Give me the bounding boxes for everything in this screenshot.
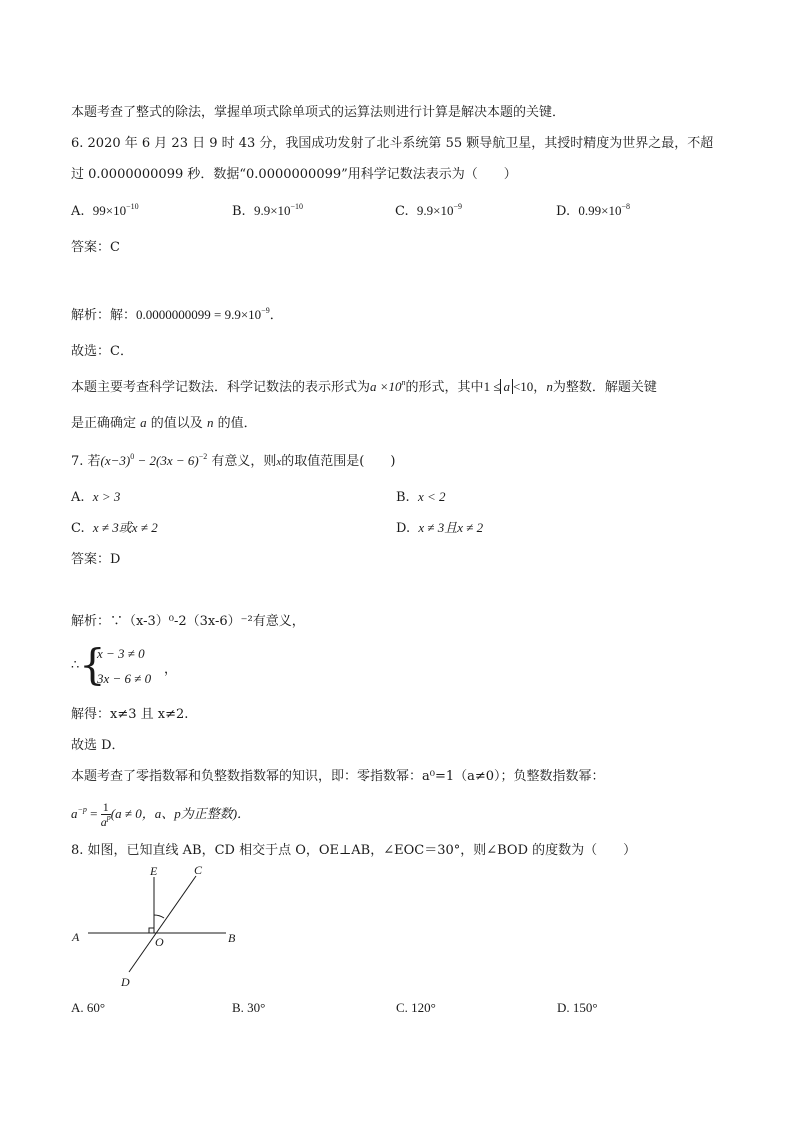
q6-option-c: C. $9.9\times 10^{-9}$ [395, 201, 462, 219]
q7-answer: 答案：D [71, 552, 121, 567]
q7-option-a: A. x > 3 [71, 489, 121, 505]
label-o: O [155, 935, 164, 949]
q8-option-c: C. 120° [396, 1000, 436, 1015]
right-angle-mark [149, 928, 154, 933]
q7-system-eq1: x − 3 ≠ 0 [97, 646, 145, 661]
q7-analysis: 解析：∵（x-3）⁰-2（3x-6）⁻²有意义， [71, 614, 305, 629]
q7-option-c: C. x ≠ 3或x ≠ 2 [71, 520, 158, 536]
formula-fraction: $\frac{1}{a^p}$ [100, 800, 111, 829]
geometry-figure [66, 862, 246, 992]
therefore-symbol: ∴ [71, 658, 80, 673]
q7-system-eq2: 3x − 6 ≠ 0 [97, 671, 152, 686]
q8-stem: 8. 如图，已知直线 AB，CD 相交于点 O，OE⊥AB，∠EOC＝30°，则∠BOD 的度数为（ ） [71, 843, 637, 858]
q8-option-b: B. 30° [232, 1000, 266, 1015]
q8-option-a: A. 60° [71, 1000, 106, 1015]
q6-stem-line1: 6. 2020 年 6 月 23 日 9 时 43 分，我国成功发射了北斗系统第 55 颗导航卫星，其授时精度为世界之最，不超 [71, 136, 714, 151]
summary-q5: 本题考查了整式的除法，掌握单项式除单项式的运算法则进行计算是解决本题的关键． [71, 105, 566, 120]
label-d: D [121, 975, 130, 989]
line-cd [129, 876, 196, 972]
q7-stem: 7. 若$(x-3)^0 - 2(3x - 6)^{-2}$ 有意义，则x的取值范围是( ) [71, 451, 396, 469]
label-c: C [194, 863, 203, 877]
q7-choose: 故选 D． [71, 738, 125, 753]
system-brace: { [79, 640, 106, 689]
q6-answer: 答案：C [71, 240, 120, 255]
q7-summary-line1: 本题考查了零指数幂和负整数指数幂的知识，即：零指数幂：a⁰=1（a≠0）；负整数指数幂： [71, 769, 605, 784]
q6-option-b: B. $9.9\times 10^{-10}$ [232, 201, 304, 219]
q6-option-a: A. $99\times 10^{-10}$ [71, 201, 139, 219]
label-a: A [72, 930, 80, 944]
q6-summary-line2: 是正确确定 a 的值以及 n 的值． [71, 415, 257, 431]
label-b: B [228, 931, 236, 945]
q7-option-d: D. x ≠ 3且x ≠ 2 [396, 520, 484, 536]
q7-solve: 解得：x≠3 且 x≠2. [71, 707, 189, 722]
q7-option-b: B. x < 2 [396, 489, 446, 505]
q6-summary-line1: 本题主要考查科学记数法．科学记数法的表示形式为$a \times 10^n$的形式，其中1 ≤ a <10，n为整数．解题关键 [71, 377, 657, 395]
q7-formula: $a^{-p}$ = $\frac{1}{a^p}$ (a ≠ 0，a、p为正整数)． [71, 800, 251, 829]
q6-option-d: D. $0.99\times 10^{-8}$ [556, 201, 630, 219]
angle-arc [154, 915, 164, 918]
q6-stem-line2: 过 0.0000000099 秒．数据“0.0000000099”用科学记数法表示为（ ） [71, 167, 517, 182]
label-e: E [150, 864, 158, 878]
q6-analysis: 解析：解：$0.0000000099 = 9.9\times 10^{-9}$． [71, 305, 283, 323]
q7-system-comma: ， [164, 662, 178, 677]
q6-choose: 故选：C． [71, 344, 133, 359]
q8-option-d: D. 150° [557, 1000, 598, 1015]
